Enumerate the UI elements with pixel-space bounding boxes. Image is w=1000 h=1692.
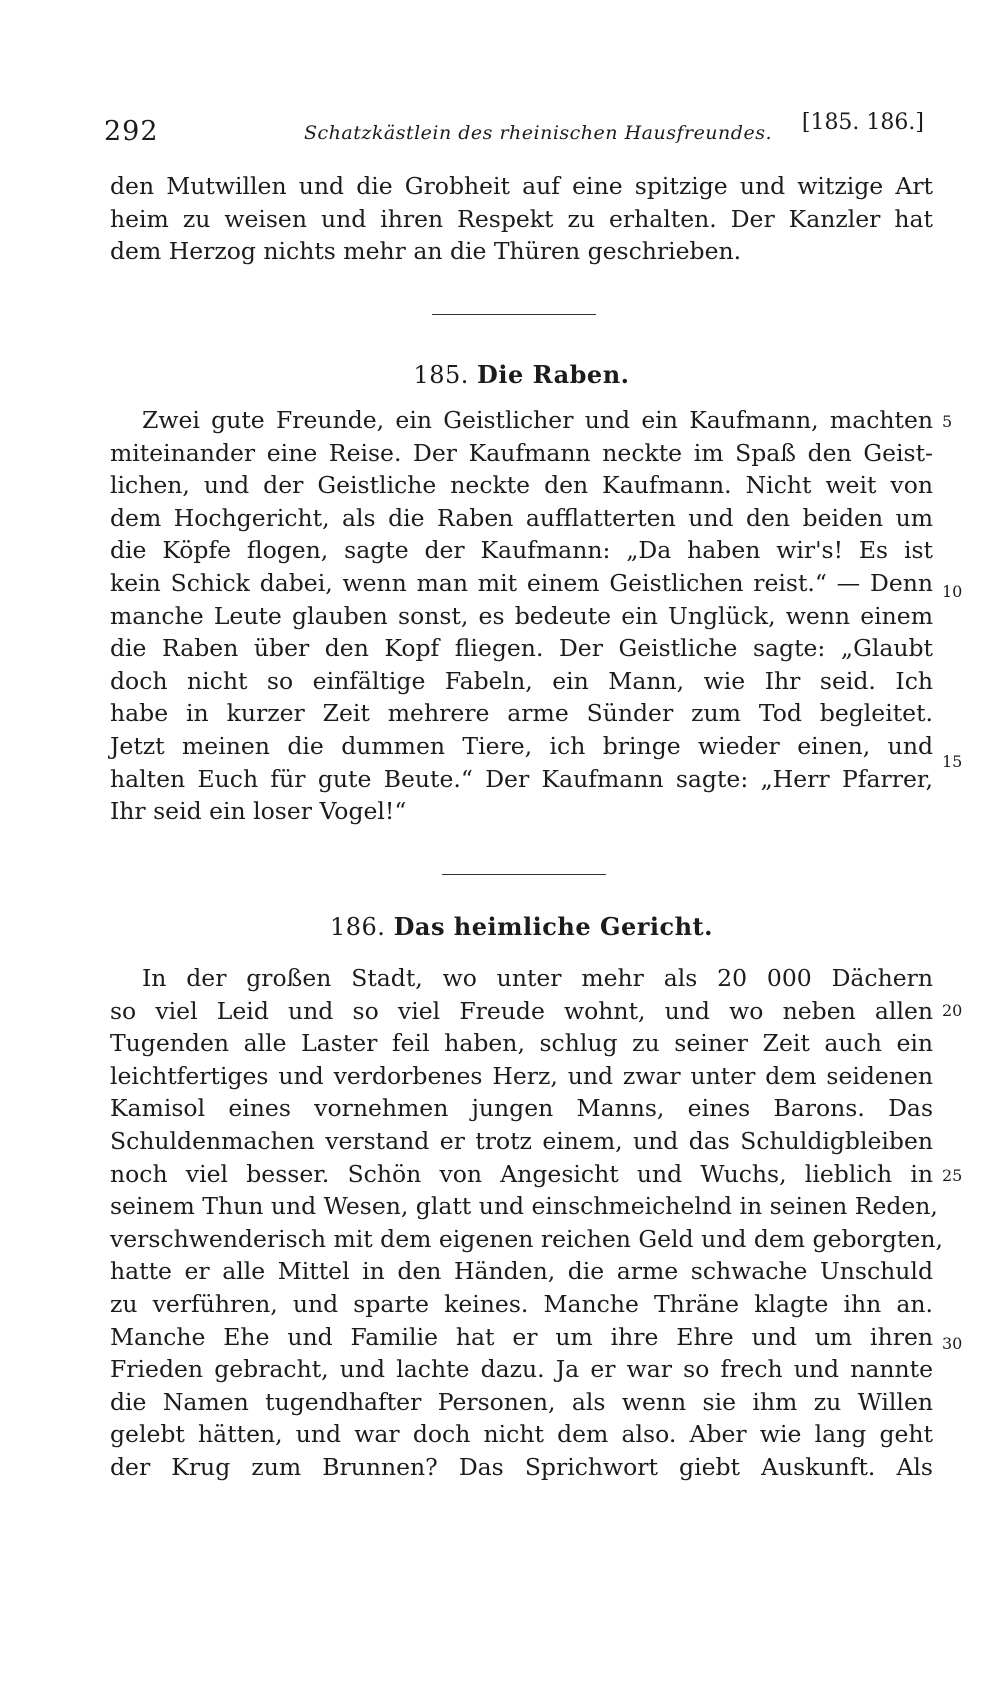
section-divider bbox=[432, 314, 596, 315]
section-number: 186. bbox=[330, 913, 386, 941]
text-line: noch viel besser. Schön von Angesicht und Wuchs, lieblich in bbox=[110, 1159, 933, 1188]
section-186-heading bbox=[110, 912, 933, 941]
text-line: halten Euch für gute Beute.“ Der Kaufmann sagte: „Herr Pfarrer, bbox=[110, 764, 933, 793]
section-number: 185. bbox=[413, 361, 469, 389]
text-line: Tugenden alle Laster feil haben, schlug zu seiner Zeit auch ein bbox=[110, 1029, 933, 1058]
text-line: die Raben über den Kopf fliegen. Der Geistliche sagte: „Glaubt bbox=[110, 634, 933, 663]
text-line: kein Schick dabei, wenn man mit einem Geistlichen reist.“ — Denn bbox=[110, 568, 933, 597]
section-reference: [185. 186.] bbox=[801, 110, 924, 135]
text-line: miteinander eine Reise. Der Kaufmann neckte im Spaß den Geist- bbox=[110, 438, 933, 467]
text-line: dem Herzog nichts mehr an die Thüren geschrieben. bbox=[110, 237, 742, 266]
page-header bbox=[104, 110, 924, 150]
text-line: die Köpfe flogen, sagte der Kaufmann: „Da haben wir's! Es ist bbox=[110, 536, 933, 565]
section-185-text bbox=[110, 404, 933, 828]
line-number: 15 bbox=[942, 752, 963, 771]
text-line: Jetzt meinen die dummen Tiere, ich bringe wieder einen, und bbox=[110, 731, 933, 760]
section-185-heading bbox=[110, 360, 933, 389]
text-line: habe in kurzer Zeit mehrere arme Sünder zum Tod begleitet. bbox=[110, 699, 933, 728]
text-line: Kamisol eines vornehmen jungen Manns, eines Barons. Das bbox=[110, 1094, 933, 1123]
text-line: Schuldenmachen verstand er trotz einem, und das Schuldigbleiben bbox=[110, 1126, 933, 1155]
line-number: 25 bbox=[942, 1166, 963, 1185]
text-line: der Krug zum Brunnen? Das Sprichwort giebt Auskunft. Als bbox=[110, 1452, 933, 1481]
line-number: 30 bbox=[942, 1334, 963, 1353]
text-line: so viel Leid und so viel Freude wohnt, und wo neben allen bbox=[110, 996, 933, 1025]
section-186-text bbox=[110, 962, 943, 1484]
text-line: doch nicht so einfältige Fabeln, ein Mann, wie Ihr seid. Ich bbox=[110, 666, 933, 695]
intro-paragraph bbox=[110, 170, 933, 268]
running-title: Schatzkästlein des rheinischen Hausfreundes. bbox=[304, 122, 772, 144]
text-line: den Mutwillen und die Grobheit auf eine spitzige und witzige Art bbox=[110, 172, 933, 200]
text-line: seinem Thun und Wesen, glatt und einschmeichelnd in seinen Reden, bbox=[110, 1192, 938, 1221]
text-line: dem Hochgericht, als die Raben aufflatterten und den beiden um bbox=[110, 503, 933, 532]
text-line: Frieden gebracht, und lachte dazu. Ja er war so frech und nannte bbox=[110, 1355, 933, 1384]
text-line: leichtfertiges und verdorbenes Herz, und zwar unter dem seidenen bbox=[110, 1061, 933, 1090]
text-line: zu verführen, und sparte keines. Manche Thräne klagte ihn an. bbox=[110, 1289, 933, 1318]
text-line: heim zu weisen und ihren Respekt zu erhalten. Der Kanzler hat bbox=[110, 204, 933, 233]
text-line: Zwei gute Freunde, ein Geistlicher und ein Kaufmann, machten bbox=[142, 406, 933, 434]
text-line: In der großen Stadt, wo unter mehr als 20 000 Dächern bbox=[142, 964, 933, 992]
line-number: 10 bbox=[942, 582, 963, 601]
text-line: verschwenderisch mit dem eigenen reichen Geld und dem geborgten, bbox=[110, 1224, 943, 1253]
text-line: manche Leute glauben sonst, es bedeute ein Unglück, wenn einem bbox=[110, 601, 933, 630]
text-line: Manche Ehe und Familie hat er um ihre Ehre und um ihren bbox=[110, 1322, 933, 1351]
section-title: Die Raben. bbox=[477, 360, 630, 389]
section-divider bbox=[442, 874, 606, 875]
text-line: Ihr seid ein loser Vogel!“ bbox=[110, 797, 407, 826]
text-line: lichen, und der Geistliche neckte den Kaufmann. Nicht weit von bbox=[110, 471, 933, 500]
line-number: 5 bbox=[942, 412, 953, 431]
page-number: 292 bbox=[104, 116, 159, 147]
section-title: Das heimliche Gericht. bbox=[393, 912, 713, 941]
text-line: hatte er alle Mittel in den Händen, die arme schwache Unschuld bbox=[110, 1257, 933, 1286]
text-line: gelebt hätten, und war doch nicht dem also. Aber wie lang geht bbox=[110, 1420, 933, 1449]
text-line: die Namen tugendhafter Personen, als wenn sie ihm zu Willen bbox=[110, 1387, 933, 1416]
line-number: 20 bbox=[942, 1001, 963, 1020]
